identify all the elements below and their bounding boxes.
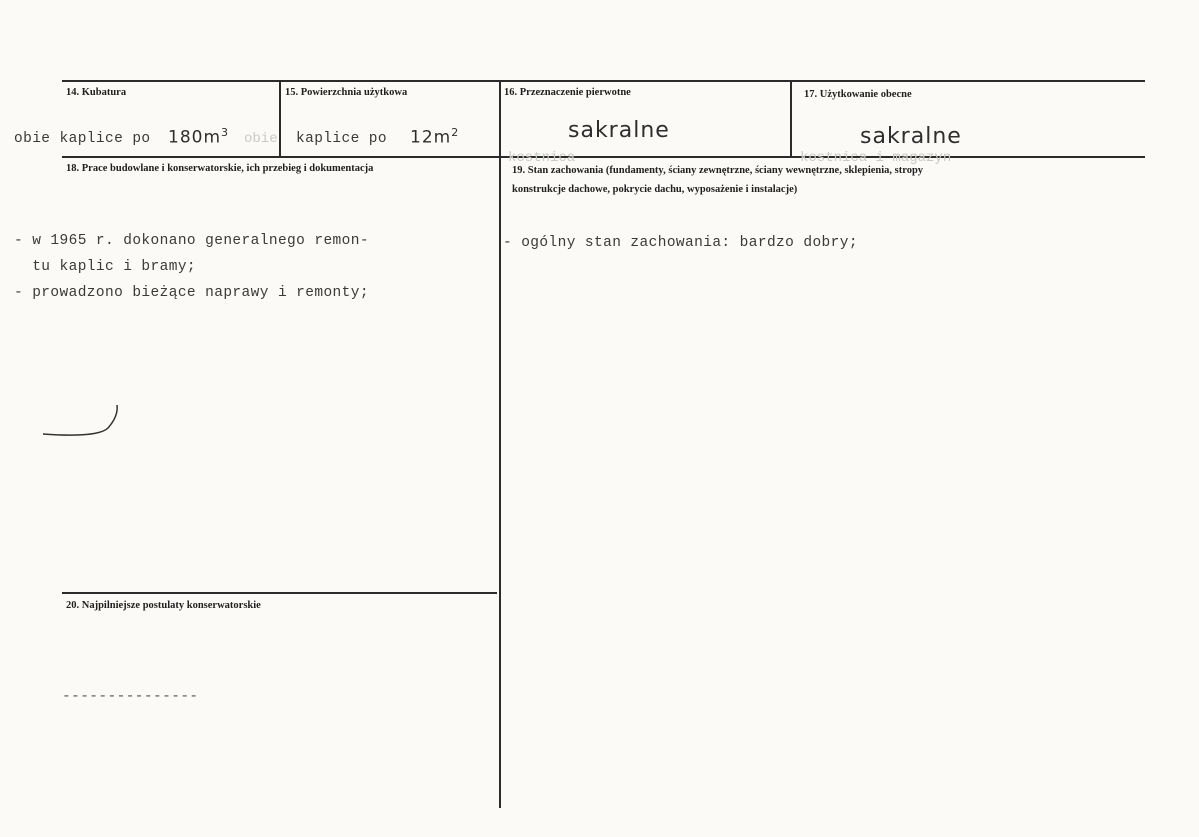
field-18-line-1: - w 1965 r. dokonano generalnego remon- [14, 233, 369, 249]
field-15-label: 15. Powierzchnia użytkowa [285, 87, 408, 98]
field-14-superscript: 3 [221, 126, 230, 139]
ghost-text-obie: obie [244, 131, 278, 147]
divider-16-17 [790, 80, 792, 156]
field-14-label: 14. Kubatura [66, 87, 127, 98]
field-19-line-1: - ogólny stan zachowania: bardzo dobry; [503, 235, 858, 251]
field-18-line-3: - prowadzono bieżące naprawy i remonty; [14, 285, 369, 301]
field-15-number: 12m [410, 127, 452, 148]
field-18-line-2: tu kaplic i bramy; [14, 259, 197, 275]
ghost-text-kostnica: kostnica [508, 150, 576, 166]
field-18-label: 18. Prace budowlane i konserwatorskie, ich przebieg i dokumentacja [66, 163, 374, 174]
field-19-label-line-1: 19. Stan zachowania (fundamenty, ściany zewnętrzne, ściany wewnętrzne, sklepienia, stropy [512, 165, 924, 176]
divider-15-16 [499, 80, 501, 156]
row1-bottom-rule [62, 156, 1145, 158]
field-20-label: 20. Najpilniejsze postulaty konserwatorskie [66, 600, 261, 611]
field-17-value: sakralne [860, 124, 962, 149]
field-17-label: 17. Użytkowanie obecne [804, 89, 912, 100]
field-20-value: --------------- [62, 689, 199, 705]
field-14-value-hand [168, 126, 229, 148]
field-15-value-typed: kaplice po [296, 131, 388, 147]
field-15-superscript: 2 [451, 126, 460, 139]
main-vertical-divider [499, 156, 501, 808]
field-14-number: 180m [168, 127, 222, 148]
field-19-label-line-2: konstrukcje dachowe, pokrycie dachu, wyposażenie i instalacje) [512, 184, 798, 195]
ghost-text-kostnica-magazyn: kostnica i magazyn [800, 150, 952, 166]
field-15-value-hand [410, 126, 459, 148]
field20-top-rule [62, 592, 497, 594]
field-16-value: sakralne [568, 118, 670, 143]
top-rule [62, 80, 1145, 82]
field-16-label: 16. Przeznaczenie pierwotne [504, 87, 631, 98]
divider-14-15 [279, 80, 281, 156]
pen-stroke [40, 400, 125, 442]
field-14-value-typed: obie kaplice po [14, 131, 151, 147]
